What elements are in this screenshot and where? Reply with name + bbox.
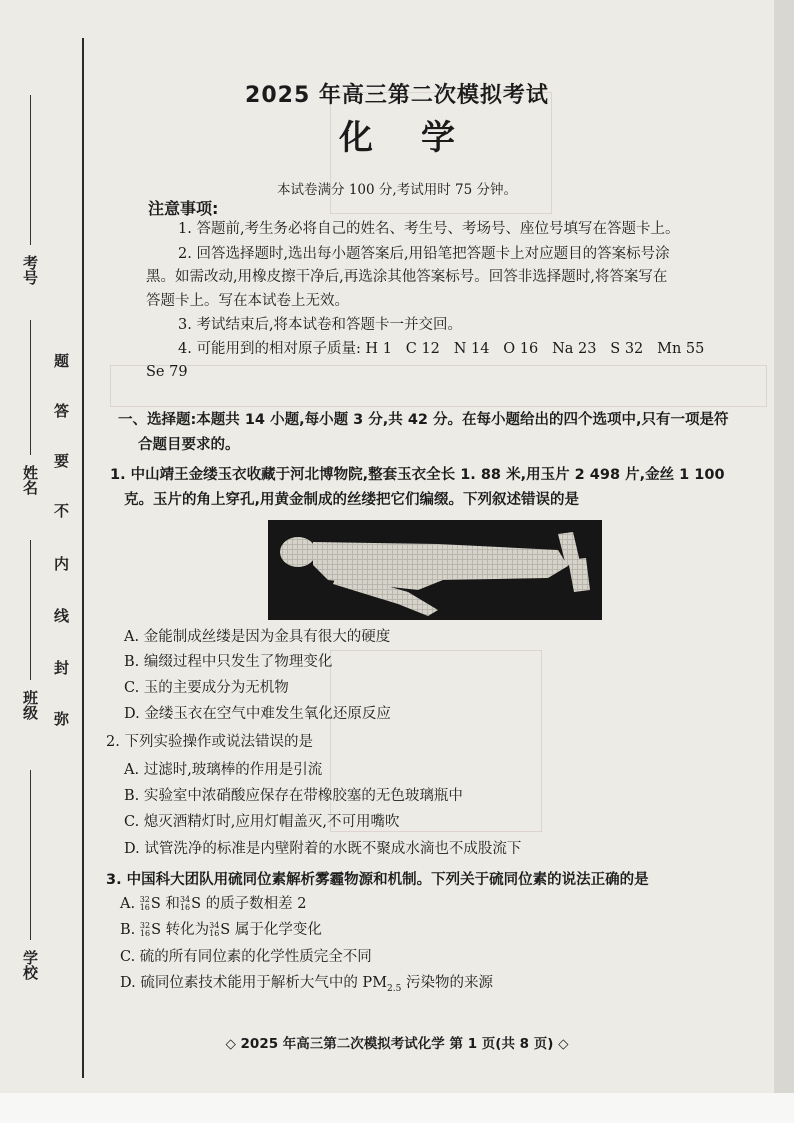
mass-number: 34 (209, 921, 220, 930)
exam-number-label: 考号 (21, 255, 39, 285)
seal-char: 要 (54, 452, 70, 470)
jade-burial-suit-photo (268, 520, 602, 620)
seal-char: 题 (54, 352, 70, 370)
notice-item-4-cont: Se 79 (146, 364, 188, 380)
section-1-title-line: 合题目要求的。 (138, 437, 240, 453)
bleed-through-mark (110, 365, 767, 407)
atomic-number: 16 (139, 903, 150, 912)
question-1-option-b: B. 编缀过程中只发生了物理变化 (124, 654, 333, 670)
option-text: S 和 (150, 896, 180, 912)
notice-heading: 注意事项: (148, 199, 219, 218)
name-blank (30, 320, 31, 455)
option-text: S 转化为 (151, 922, 210, 938)
question-1-option-a: A. 金能制成丝缕是因为金具有很大的硬度 (124, 629, 391, 645)
isotope-notation (209, 922, 219, 938)
section-1-title-line: 一、选择题:本题共 14 小题,每小题 3 分,共 42 分。在每小题给出的四个选项中,只有一项是符 (118, 412, 729, 428)
question-2-option-c: C. 熄灭酒精灯时,应用灯帽盖灭,不可用嘴吹 (124, 814, 400, 830)
section-1-title (118, 408, 773, 458)
atomic-number: 16 (139, 929, 151, 938)
school-blank (30, 770, 31, 940)
subject-title: 化学 (339, 118, 503, 158)
exam-title: 2025 年高三第二次模拟考试 (245, 83, 549, 108)
question-1-option-c: C. 玉的主要成分为无机物 (124, 680, 289, 696)
option-text: B. (120, 922, 140, 938)
option-text: 污染物的来源 (401, 975, 493, 991)
mass-number: 32 (139, 895, 150, 904)
page-bottom-edge (0, 1093, 794, 1123)
question-1-option-d: D. 金缕玉衣在空气中难发生氧化还原反应 (124, 706, 391, 722)
class-blank (30, 540, 31, 680)
page-right-edge (774, 0, 794, 1123)
notice-item-3: 3. 考试结束后,将本试卷和答题卡一并交回。 (178, 317, 463, 333)
question-3-option-d (120, 972, 493, 1000)
subscript: 2.5 (387, 983, 402, 994)
seal-char: 内 (54, 555, 70, 573)
question-3-stem: 3. 中国科大团队用硫同位素解析雾霾物源和机制。下列关于硫同位素的说法正确的是 (106, 872, 649, 888)
seal-char: 线 (54, 607, 70, 625)
seal-char: 弥 (54, 710, 70, 728)
option-text: D. 硫同位素技术能用于解析大气中的 PM (120, 975, 388, 991)
isotope-notation (180, 896, 190, 912)
atomic-number: 16 (209, 929, 220, 938)
question-2-option-d: D. 试管洗净的标准是内壁附着的水既不聚成水滴也不成股流下 (124, 841, 522, 857)
question-3-option-a (120, 893, 307, 915)
notice-item-4: 4. 可能用到的相对原子质量: H 1 C 12 N 14 O 16 Na 23 S 32 Mn 55 (178, 341, 705, 357)
seal-char: 不 (54, 502, 70, 520)
isotope-notation (140, 922, 150, 938)
question-3-option-b (120, 919, 322, 941)
seal-char: 答 (54, 402, 70, 420)
isotope-notation (140, 896, 150, 912)
question-1-stem: 1. 中山靖王金缕玉衣收藏于河北博物院,整套玉衣全长 1. 88 米,用玉片 2 498 片,金丝 1 100 (110, 467, 725, 483)
mass-number: 34 (179, 895, 191, 904)
school-label: 学校 (21, 950, 39, 980)
question-1-stem-cont: 克。玉片的角上穿孔,用黄金制成的丝缕把它们编缀。下列叙述错误的是 (124, 492, 580, 508)
class-label: 班级 (21, 690, 39, 720)
question-2-option-b: B. 实验室中浓硝酸应保存在带橡胶塞的无色玻璃瓶中 (124, 788, 463, 804)
name-label: 姓名 (21, 465, 39, 495)
option-text: A. (120, 896, 140, 912)
page-footer: ◇ 2025 年高三第二次模拟考试化学 第 1 页(共 8 页) ◇ (225, 1036, 569, 1052)
mass-number: 32 (139, 921, 151, 930)
option-text: S 的质子数相差 2 (191, 896, 307, 912)
seal-char: 封 (54, 659, 70, 677)
score-info: 本试卷满分 100 分,考试用时 75 分钟。 (277, 182, 517, 198)
notice-item-2: 2. 回答选择题时,选出每小题答案后,用铅笔把答题卡上对应题目的答案标号涂 (178, 246, 670, 262)
notice-item-2-cont: 黑。如需改动,用橡皮擦干净后,再选涂其他答案标号。回答非选择题时,将答案写在 (146, 269, 668, 285)
question-3-option-c: C. 硫的所有同位素的化学性质完全不同 (120, 949, 372, 965)
notice-item-1: 1. 答题前,考生务必将自己的姓名、考生号、考场号、座位号填写在答题卡上。 (178, 221, 680, 237)
atomic-number: 16 (179, 903, 191, 912)
option-text: S 属于化学变化 (220, 922, 322, 938)
notice-item-2-cont: 答题卡上。写在本试卷上无效。 (146, 293, 349, 309)
question-2-option-a: A. 过滤时,玻璃棒的作用是引流 (124, 762, 323, 778)
question-2-stem: 2. 下列实验操作或说法错误的是 (106, 734, 313, 750)
